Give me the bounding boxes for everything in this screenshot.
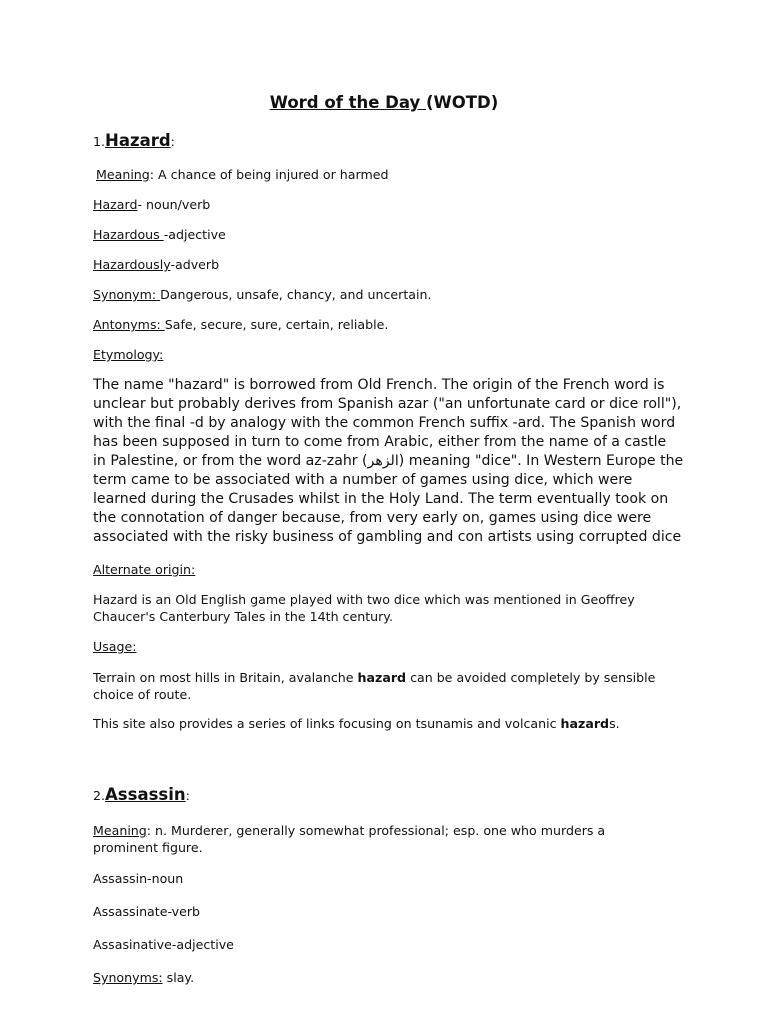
usage-label	[93, 639, 136, 654]
usage-example-2	[93, 716, 620, 731]
alternate-label-text: Alternate origin:	[93, 562, 196, 577]
usage-1-bold: hazard	[357, 670, 407, 685]
usage-1-line-1	[93, 669, 693, 686]
alternate-line: Chaucer's Canterbury Tales in the 14th century.	[93, 609, 393, 624]
usage-label-text: Usage:	[93, 639, 137, 654]
meaning-text: : A chance of being injured or harmed	[149, 167, 389, 182]
etymology-paragraph	[93, 376, 693, 547]
entry-2-colon: :	[185, 788, 190, 803]
entry-1-meaning	[96, 167, 388, 182]
form-text: - noun/verb	[137, 197, 211, 212]
alternate-origin-paragraph	[93, 591, 693, 625]
etymology-line: learned during the Crusades whilst in the Holy Land. The term eventually took on	[93, 491, 669, 507]
form-text: -adjective	[163, 227, 226, 242]
form-adverb	[93, 257, 219, 272]
entry-2-form-verb: Assassinate-verb	[93, 904, 201, 919]
etymology-label	[93, 347, 163, 362]
synonym-label: Synonym:	[93, 287, 161, 302]
entry-2-word: Assassin	[105, 785, 186, 804]
antonyms-label: Antonyms:	[93, 317, 165, 332]
title-rest: (WOTD)	[426, 93, 499, 112]
entry-1-heading	[93, 131, 175, 150]
synonym-line	[93, 287, 431, 302]
etymology-label-text: Etymology:	[93, 347, 164, 362]
title-underlined: Word of the Day	[269, 93, 427, 112]
etymology-line: with the final -d by analogy with the common French suffix -ard. The Spanish word	[93, 415, 676, 431]
etymology-line: unclear but probably derives from Spanish azar ("an unfortunate card or dice roll"),	[93, 396, 682, 412]
entry-2-heading	[93, 785, 190, 804]
form-adjective	[93, 227, 226, 242]
etymology-line: the connotation of danger because, from very early on, games using dice were	[93, 510, 652, 526]
entry-2-form-noun: Assassin-noun	[93, 871, 184, 886]
entry-2-meaning-label: Meaning	[93, 823, 147, 838]
form-text: -adverb	[170, 257, 220, 272]
meaning-label: Meaning	[96, 167, 150, 182]
form-label: Hazardously	[93, 257, 171, 272]
form-label: Hazardous	[93, 227, 164, 242]
etymology-line: has been supposed in turn to come from Arabic, either from the name of a castle	[93, 434, 667, 450]
entry-2-synonyms-label: Synonyms:	[93, 970, 163, 985]
synonym-text: Dangerous, unsafe, chancy, and uncertain.	[160, 287, 432, 302]
entry-1-colon: :	[170, 134, 175, 149]
entry-2-synonyms-text: slay.	[162, 970, 195, 985]
antonyms-line	[93, 317, 388, 332]
page-title	[0, 93, 768, 112]
antonyms-text: Safe, secure, sure, certain, reliable.	[164, 317, 389, 332]
alternate-origin-label	[93, 562, 195, 577]
entry-2-meaning-line-1	[93, 822, 693, 839]
form-label: Hazard	[93, 197, 138, 212]
usage-1-before: Terrain on most hills in Britain, avalanche	[93, 670, 358, 685]
etymology-line: associated with the risky business of gambling and con artists using corrupted dice	[93, 529, 682, 545]
etymology-line: term came to be associated with a number of games using dice, which were	[93, 472, 633, 488]
usage-1-after: can be avoided completely by sensible	[406, 670, 656, 685]
entry-2-meaning-line-2: prominent figure.	[93, 840, 203, 855]
alternate-line: Hazard is an Old English game played with two dice which was mentioned in Geoffrey	[93, 592, 635, 607]
usage-2-before: This site also provides a series of links focusing on tsunamis and volcanic	[93, 716, 561, 731]
usage-1-line-2: choice of route.	[93, 687, 192, 702]
etymology-line: in Palestine, or from the word az-zahr (الزهر) meaning "dice". In Western Europe the	[93, 453, 684, 469]
form-noun-verb	[93, 197, 210, 212]
entry-1-word: Hazard	[105, 131, 171, 150]
entry-1-number: 1.	[93, 134, 106, 149]
usage-2-bold: hazard	[560, 716, 610, 731]
entry-2-meaning	[93, 822, 693, 856]
etymology-line: The name "hazard" is borrowed from Old French. The origin of the French word is	[93, 377, 665, 393]
entry-2-meaning-text: : n. Murderer, generally somewhat professional; esp. one who murders a	[146, 823, 606, 838]
entry-2-synonyms	[93, 970, 194, 985]
entry-2-number: 2.	[93, 788, 106, 803]
usage-2-after: s.	[609, 716, 620, 731]
usage-example-1	[93, 669, 693, 703]
entry-2-form-adjective: Assasinative-adjective	[93, 937, 234, 952]
